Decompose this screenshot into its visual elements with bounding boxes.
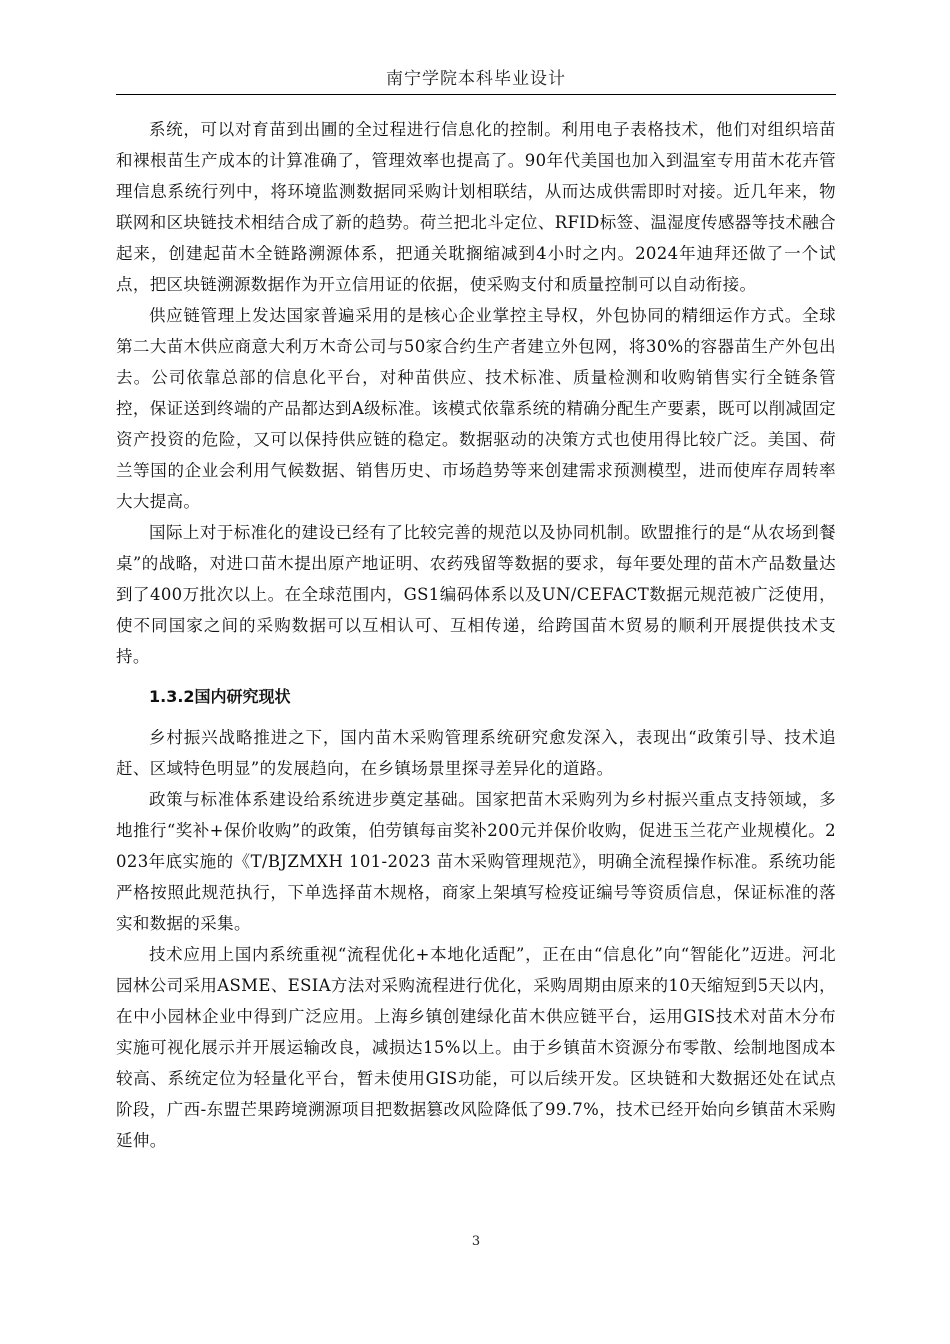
page-body	[116, 114, 836, 1156]
page-number: 3	[471, 1234, 481, 1249]
header-divider	[116, 94, 836, 95]
section-paragraph: 政策与标准体系建设给系统进步奠定基础。国家把苗木采购列为乡村振兴重点支持领域，多地推行“奖补+保价收购”的政策，伯劳镇每亩奖补200元并保价收购，促进玉兰花产业规模化。2023年底实施的《T/BJZMXH 101-2023 苗木采购管理规范》，明确全流程操作标准。系统功能严格按照此规范执行，下单选择苗木规格，商家上架填写检疫证编号等资质信息，保证标准的落实和数据的采集。	[116, 790, 836, 933]
body-paragraph: 系统，可以对育苗到出圃的全过程进行信息化的控制。利用电子表格技术，他们对组织培苗和裸根苗生产成本的计算准确了，管理效率也提高了。90年代美国也加入到温室专用苗木花卉管理信息系统行列中，将环境监测数据同采购计划相联结，从而达成供需即时对接。近几年来，物联网和区块链技术相结合成了新的趋势。荷兰把北斗定位、RFID标签、温湿度传感器等技术融合起来，创建起苗木全链路溯源体系，把通关耽搁缩减到4小时之内。2024年迪拜还做了一个试点，把区块链溯源数据作为开立信用证的依据，使采购支付和质量控制可以自动衔接。	[116, 120, 836, 294]
body-paragraph: 国际上对于标准化的建设已经有了比较完善的规范以及协同机制。欧盟推行的是“从农场到餐桌”的战略，对进口苗木提出原产地证明、农药残留等数据的要求，每年要处理的苗木产品数量达到了400万批次以上。在全球范围内，GS1编码体系以及UN/CEFACT数据元规范被广泛使用，使不同国家之间的采购数据可以互相认可、互相传递，给跨国苗木贸易的顺利开展提供技术支持。	[116, 523, 836, 666]
section-heading: 1.3.2国内研究现状	[149, 687, 291, 706]
page-header-title: 南宁学院本科毕业设计	[386, 69, 566, 89]
section-paragraph: 技术应用上国内系统重视“流程优化+本地化适配”，正在由“信息化”向“智能化”迈进。河北园林公司采用ASME、ESIA方法对采购流程进行优化，采购周期由原来的10天缩短到5天以内，在中小园林企业中得到广泛应用。上海乡镇创建绿化苗木供应链平台，运用GIS技术对苗木分布实施可视化展示并开展运输改良，减损达15%以上。由于乡镇苗木资源分布零散、绘制地图成本较高、系统定位为轻量化平台，暂未使用GIS功能，可以后续开发。区块链和大数据还处在试点阶段，广西-东盟芒果跨境溯源项目把数据篡改风险降低了99.7%，技术已经开始向乡镇苗木采购延伸。	[116, 945, 836, 1150]
section-paragraph: 乡村振兴战略推进之下，国内苗木采购管理系统研究愈发深入，表现出“政策引导、技术追赶、区域特色明显”的发展趋向，在乡镇场景里探寻差异化的道路。	[116, 728, 836, 778]
body-paragraph: 供应链管理上发达国家普遍采用的是核心企业掌控主导权，外包协同的精细运作方式。全球第二大苗木供应商意大利万木奇公司与50家合约生产者建立外包网，将30%的容器苗生产外包出去。公司依靠总部的信息化平台，对种苗供应、技术标准、质量检测和收购销售实行全链条管控，保证送到终端的产品都达到A级标准。该模式依靠系统的精确分配生产要素，既可以削减固定资产投资的危险，又可以保持供应链的稳定。数据驱动的决策方式也使用得比较广泛。美国、荷兰等国的企业会利用气候数据、销售历史、市场趋势等来创建需求预测模型，进而使库存周转率大大提高。	[116, 306, 836, 511]
